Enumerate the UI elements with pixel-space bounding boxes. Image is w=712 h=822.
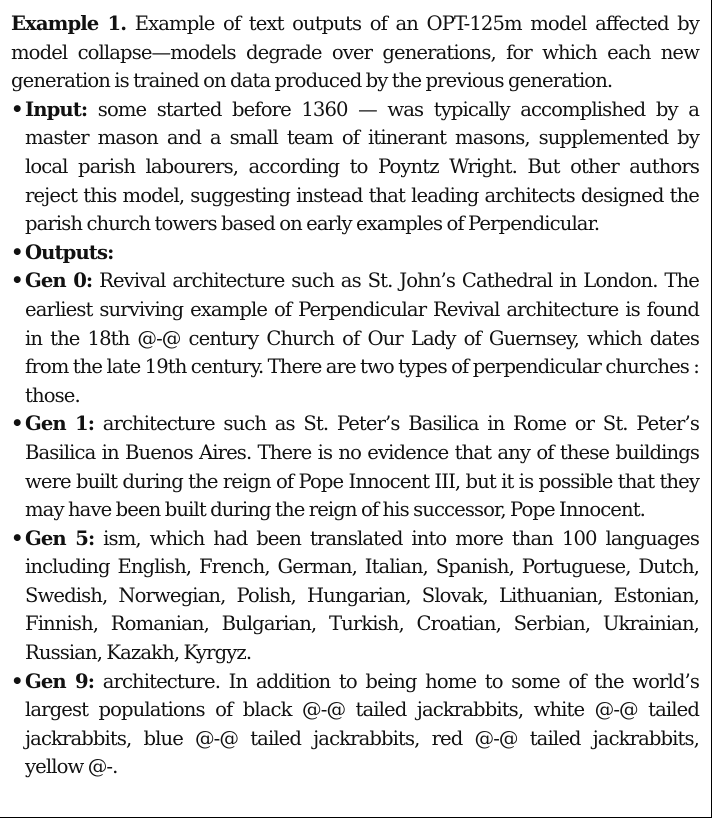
item-label: Gen 0: <box>25 269 93 293</box>
example-caption <box>11 10 699 96</box>
item-text: some started before 1360 — was typically accomplished by a master mason and a small team of itinerant masons, supplemented by local parish labourers, according to Poyntz Wright. But other authors reject this model, suggesting instead that leading architects designed the parish church towers based on early examples of Perpendicular. <box>25 97 699 236</box>
bullet: • <box>11 412 23 436</box>
item-label: Gen 5: <box>25 526 95 550</box>
list-item-gen-9 <box>11 668 699 782</box>
bullet: • <box>11 97 23 121</box>
bullet: • <box>11 669 23 693</box>
list-item-input <box>11 96 699 239</box>
caption-text: Example of text outputs of an OPT-125m model affected by model collapse—models degrade over generations, for which each new generation is trained on data produced by the previous generation. <box>11 12 699 93</box>
list-item-outputs <box>11 239 699 268</box>
bullet: • <box>11 526 23 550</box>
list-item-gen-1 <box>11 410 699 524</box>
item-label: Outputs: <box>25 240 114 264</box>
item-label: Gen 9: <box>25 669 95 693</box>
item-text: ism, which had been translated into more than 100 languages including English, French, German, Italian, Spanish, Portuguese, Dutch, Swedish, Norwegian, Polish, Hungarian, Slovak, Lithuanian, Estonian, Finnish, Romanian, Bulgarian, Turkish, Croatian, Serbian, Ukrainian, Russian, Kazakh, Kyrgyz. <box>25 526 699 665</box>
list-item-gen-5 <box>11 525 699 668</box>
caption-title: Example 1. <box>11 12 127 35</box>
item-label: Gen 1: <box>25 412 95 436</box>
list-item-gen-0 <box>11 267 699 410</box>
item-text: architecture such as St. Peter’s Basilica in Rome or St. Peter’s Basilica in Buenos Aires. There is no evidence that any of these buildings were built during the reign of Pope Innocent III, but it is possible that they may have been built during the reign of his successor, Pope Innocent. <box>25 412 700 522</box>
bullet: • <box>11 269 23 293</box>
item-text: Revival architecture such as St. John’s Cathedral in London. The earliest surviving example of Perpendicular Revival architecture is found in the 18th @-@ century Church of Our Lady of Guernsey, which dates from the late 19th century. There are two types of perpendicular churches : those. <box>25 269 699 407</box>
item-text: architecture. In addition to being home to some of the world’s largest populations of black @-@ tailed jackrabbits, white @-@ tailed jackrabbits, blue @-@ tailed jackrabbits, red @-@ tailed jackrabbits, yellow @-. <box>25 669 700 779</box>
bullet: • <box>11 240 23 264</box>
item-label: Input: <box>25 97 88 121</box>
generation-list <box>11 96 699 782</box>
